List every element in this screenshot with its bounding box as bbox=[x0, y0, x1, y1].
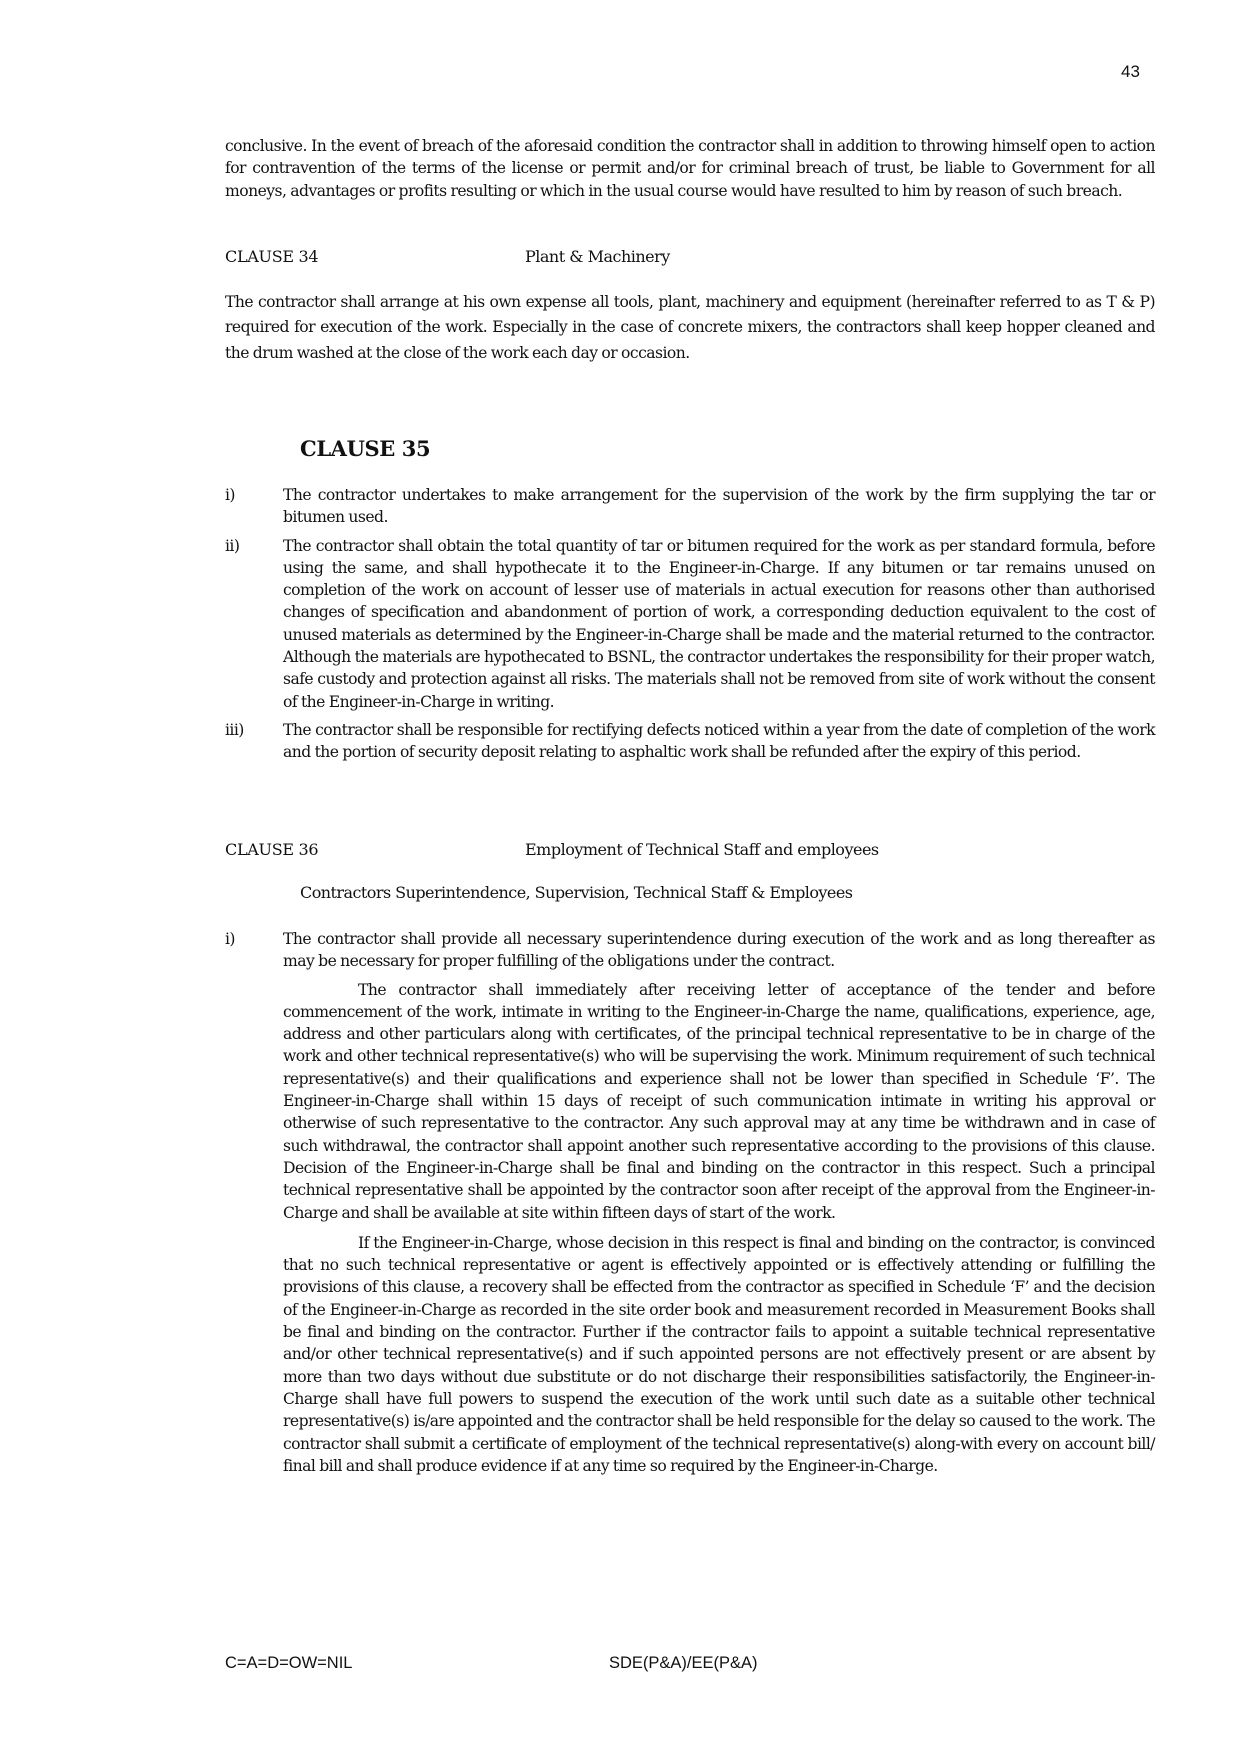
list-marker: iii) bbox=[225, 720, 244, 739]
clause-35-item bbox=[225, 719, 1155, 764]
clause-35-item bbox=[225, 535, 1155, 713]
clause-36-label: CLAUSE 36 bbox=[225, 840, 319, 859]
list-item-text: The contractor shall obtain the total quantity of tar or bitumen required for the work as per standard formula, before using the same, and shall hypothecate it to the Engineer-in-Charge. If any bitumen or tar remains unused on completion of the work on account of lesser use of materials in actual execution for reasons other than authorised changes of specification and abandonment of portion of work, a corresponding deduction equivalent to the cost of unused materials as determined by the Engineer-in-Charge shall be made and the material returned to the contractor. Although the materials are hypothecated to BSNL, the contractor undertakes the responsibility for their proper watch, safe custody and protection against all risks. The materials shall not be removed from site of work without the consent of the Engineer-in-Charge in writing. bbox=[283, 536, 1155, 711]
list-item-text: The contractor undertakes to make arrangement for the supervision of the work by the firm supplying the tar or bitumen used. bbox=[283, 486, 1155, 527]
list-item-text: The contractor shall be responsible for rectifying defects noticed within a year from the date of completion of the work and the portion of security deposit relating to asphaltic work shall be refunded after the expiry of this period. bbox=[283, 720, 1155, 762]
list-item-text: The contractor shall provide all necessary superintendence during execution of the work and as long thereafter as may be necessary for proper fulfilling of the obligations under the contract. bbox=[283, 930, 1155, 971]
list-marker: i) bbox=[225, 930, 235, 948]
clause-34-title: Plant & Machinery bbox=[525, 247, 670, 266]
clause-35-heading: CLAUSE 35 bbox=[300, 436, 431, 461]
clause-34-body: The contractor shall arrange at his own expense all tools, plant, machinery and equipment (hereinafter referred to as T & P) required for execution of the work. Especially in the case of concrete mixers, the contractors shall keep hopper cleaned and the drum washed at the close of the work each day or occasion. bbox=[225, 293, 1155, 362]
footer-left-code: C=A=D=OW=NIL bbox=[225, 1654, 353, 1672]
clause-36-subtitle: Contractors Superintendence, Supervision, Technical Staff & Employees bbox=[300, 883, 853, 902]
clause-36-paragraph: The contractor shall immediately after receiving letter of acceptance of the tender and before commencement of the work, intimate in writing to the Engineer-in-Charge the name, qualifications, experience, age, address and other particulars along with certificates, of the principal technical representative to be in charge of the work and other technical representative(s) who will be supervising the work. Minimum requirement of such technical representative(s) and their qualifications and experience shall not be lower than specified in Schedule ‘F’. The Engineer-in-Charge shall within 15 days of receipt of such communication intimate in writing his approval or otherwise of such representative to the contractor. Any such approval may at any time be withdrawn and in case of such withdrawal, the contractor shall appoint another such representative according to the provisions of this clause. Decision of the Engineer-in-Charge shall be final and binding on the contractor in this respect. Such a principal technical representative shall be appointed by the contractor soon after receipt of the approval from the Engineer-in-Charge and shall be available at site within fifteen days of start of the work. bbox=[283, 980, 1155, 1222]
page-number: 43 bbox=[1121, 62, 1140, 81]
clause-36-paragraph: If the Engineer-in-Charge, whose decision in this respect is final and binding on the contractor, is convinced that no such technical representative or agent is effectively appointed or is effectively attending or fulfilling the provisions of this clause, a recovery shall be effected from the contractor as specified in Schedule ‘F’ and the decision of the Engineer-in-Charge as recorded in the site order book and measurement recorded in Measurement Books shall be final and binding on the contractor. Further if the contractor fails to appoint a suitable technical representative and/or other technical representative(s) and if such appointed persons are not effectively present or are absent by more than two days without due substitute or do not discharge their responsibilities satisfactorily, the Engineer-in-Charge shall have full powers to suspend the execution of the work until such date as a suitable other technical representative(s) is/are appointed and the contractor shall be held responsible for the delay so caused to the work. The contractor shall submit a certificate of employment of the technical representative(s) along-with every on account bill/ final bill and shall produce evidence if at any time so required by the Engineer-in-Charge. bbox=[283, 1233, 1155, 1475]
clause-36-item bbox=[225, 928, 1155, 1477]
footer-right-signatory: SDE(P&A)/EE(P&A) bbox=[609, 1654, 758, 1672]
list-marker: i) bbox=[225, 486, 235, 504]
list-marker: ii) bbox=[225, 536, 240, 555]
clause-34-label: CLAUSE 34 bbox=[225, 247, 319, 266]
clause-35-list bbox=[225, 484, 1155, 770]
clause-35-item bbox=[225, 484, 1155, 529]
clause-36-title: Employment of Technical Staff and employees bbox=[525, 840, 879, 859]
continuation-paragraph: conclusive. In the event of breach of the aforesaid condition the contractor shall in addition to throwing himself open to action for contravention of the terms of the license or permit and/or for criminal breach of trust, be liable to Government for all moneys, advantages or profits resulting or which in the usual course would have resulted to him by reason of such breach. bbox=[225, 137, 1155, 200]
clause-36-list bbox=[225, 928, 1155, 1483]
